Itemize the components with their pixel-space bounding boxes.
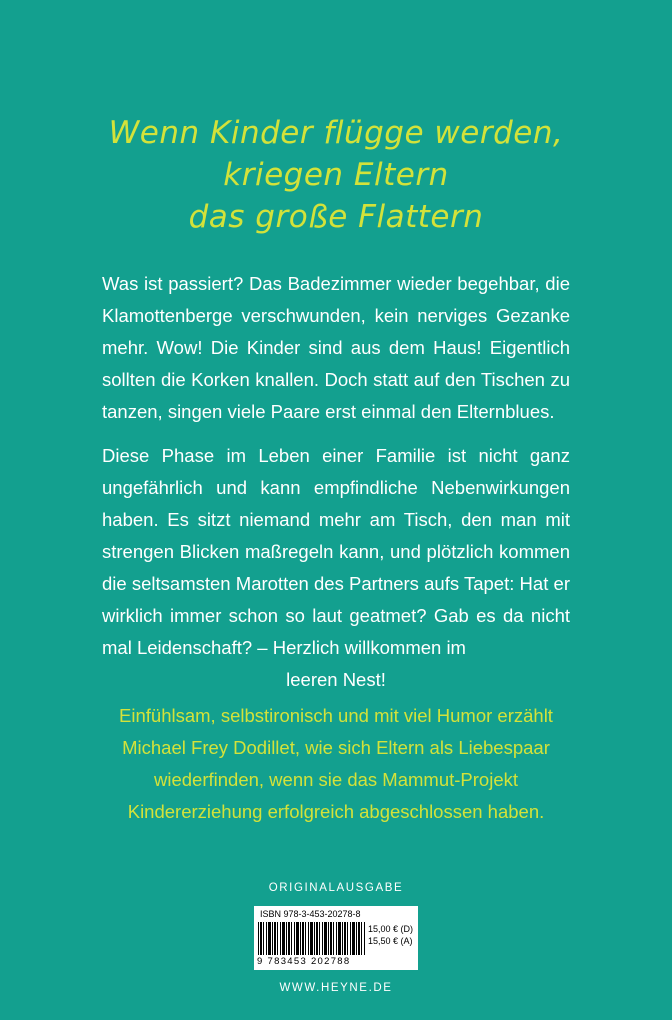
author-summary-line-3: wiederfinden, wenn sie das Mammut-Projekt: [154, 769, 518, 790]
blurb-paragraph-2: [102, 440, 570, 696]
author-summary-line-4: Kindererziehung erfolgreich abgeschlossen haben.: [127, 801, 545, 822]
blurb-paragraph-2-body: Diese Phase im Leben einer Familie ist nicht ganz ungefährlich und kann empfindliche Nebenwirkungen haben. Es sitzt niemand mehr am Tisch, den man mit strengen Blicken maßregeln kann, und plötzlich kommen die seltsamsten Marotten des Partners aufs Tapet: Hat er wirklich immer schon so laut geatmet? Gab es da nicht mal Leidenschaft? – Herzlich willkommen im: [102, 445, 570, 658]
tagline: [0, 112, 672, 238]
blurb-paragraph-1: Was ist passiert? Das Badezimmer wieder begehbar, die Klamottenberge verschwunden, kein nerviges Gezanke mehr. Wow! Die Kinder sind aus dem Haus! Eigentlich sollten die Korken knallen. Doch statt auf den Tischen zu tanzen, singen viele Paare erst einmal den Elternblues.: [102, 273, 570, 422]
blurb-paragraph-2-end: leeren Nest!: [286, 669, 386, 690]
publisher-website: WWW.HEYNE.DE: [279, 982, 393, 994]
isbn-text: ISBN 978-3-453-20278-8: [260, 909, 361, 919]
barcode-box: [254, 906, 418, 970]
barcode-bars: [258, 922, 366, 955]
edition-label: ORIGINALAUSGABE: [268, 882, 404, 894]
price-de: 15,00 € (D): [368, 924, 414, 934]
author-summary-line-2: Michael Frey Dodillet, wie sich Eltern als Liebespaar: [122, 737, 550, 758]
author-summary-line-1: Einfühlsam, selbstironisch und mit viel Humor erzählt: [119, 705, 553, 726]
tagline-line-1: Wenn Kinder flügge werden,: [108, 115, 564, 151]
tagline-line-3: das große Flattern: [188, 199, 484, 235]
tagline-line-2: kriegen Eltern: [223, 157, 449, 193]
author-summary: [102, 700, 570, 828]
barcode-digits: 9 783453 202788: [257, 956, 351, 967]
price-at: 15,50 € (A): [368, 936, 413, 946]
